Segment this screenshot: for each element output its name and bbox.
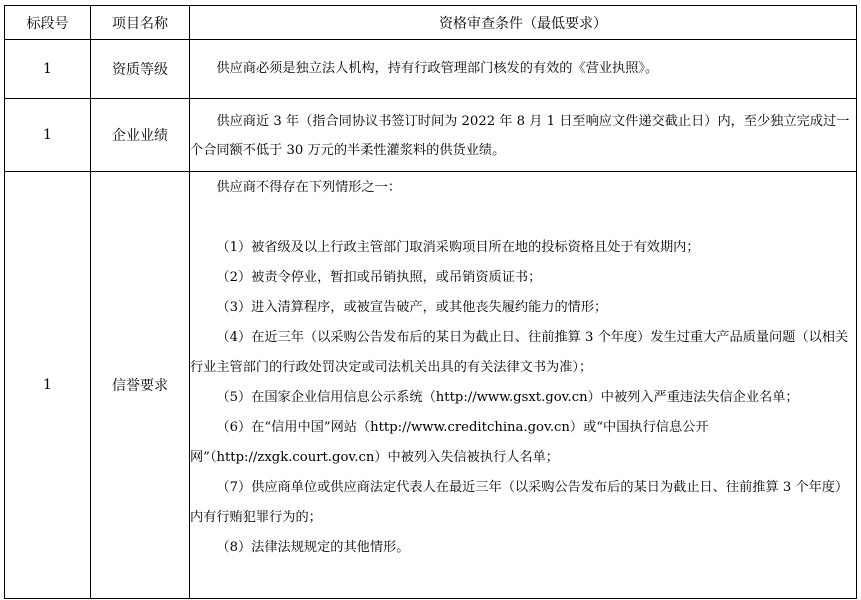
table-row <box>5 172 857 599</box>
header-segment: 标段号 <box>5 6 91 40</box>
qualification-table <box>4 5 857 599</box>
condition-line: （8）法律法规规定的其他情形。 <box>216 540 410 555</box>
segment-cell: 1 <box>5 172 91 599</box>
segment-cell: 1 <box>5 40 91 99</box>
condition-line: （7）供应商单位或供应商法定代表人在最近三年（以采购公告发布后的某日为截止日、往前推算 3 个年度）内有行贿犯罪行为的； <box>190 480 849 525</box>
condition-line: （4）在近三年（以采购公告发布后的某日为截止日、往前推算 3 个年度）发生过重大产品质量问题（以相关行业主管部门的行政处罚决定或司法机关出具的有关法律文书为准）； <box>190 330 849 375</box>
item-name-cell: 资质等级 <box>91 40 190 99</box>
table-row <box>5 99 857 172</box>
item-name-cell: 信誉要求 <box>91 172 190 599</box>
condition-line: 供应商近 3 年（指合同协议书签订时间为 2022 年 8 月 1 日至响应文件递交截止日）内，至少独立完成过一个合同额不低于 30 万元的半柔性灌浆料的供货业绩。 <box>190 114 850 158</box>
condition-intro: 供应商不得存在下列情形之一： <box>216 180 402 195</box>
header-conditions: 资格审查条件（最低要求） <box>190 6 857 40</box>
table-row <box>5 40 857 99</box>
blank-line <box>190 203 856 233</box>
condition-cell <box>190 40 857 99</box>
condition-line: （6）在“信用中国”网站（http://www.creditchina.gov.cn）或“中国执行信息公开网”（http://zxgk.court.gov.cn）中被列入失信被执行人名单； <box>190 420 709 465</box>
condition-line: （5）在国家企业信用信息公示系统（http://www.gsxt.gov.cn）中被列入严重违法失信企业名单； <box>216 390 799 405</box>
condition-cell <box>190 99 857 172</box>
segment-cell: 1 <box>5 99 91 172</box>
header-item: 项目名称 <box>91 6 190 40</box>
condition-line: （2）被责令停业，暂扣或吊销执照，或吊销资质证书； <box>216 270 542 285</box>
condition-cell <box>190 172 857 599</box>
item-name-cell: 企业业绩 <box>91 99 190 172</box>
condition-line: 供应商必须是独立法人机构，持有行政管理部门核发的有效的《营业执照》。 <box>216 61 659 76</box>
condition-line: （1）被省级及以上行政主管部门取消采购项目所在地的投标资格且处于有效期内； <box>216 240 700 255</box>
condition-line: （3）进入清算程序，或被宣告破产，或其他丧失履约能力的情形； <box>216 300 608 315</box>
header-row <box>5 6 857 40</box>
